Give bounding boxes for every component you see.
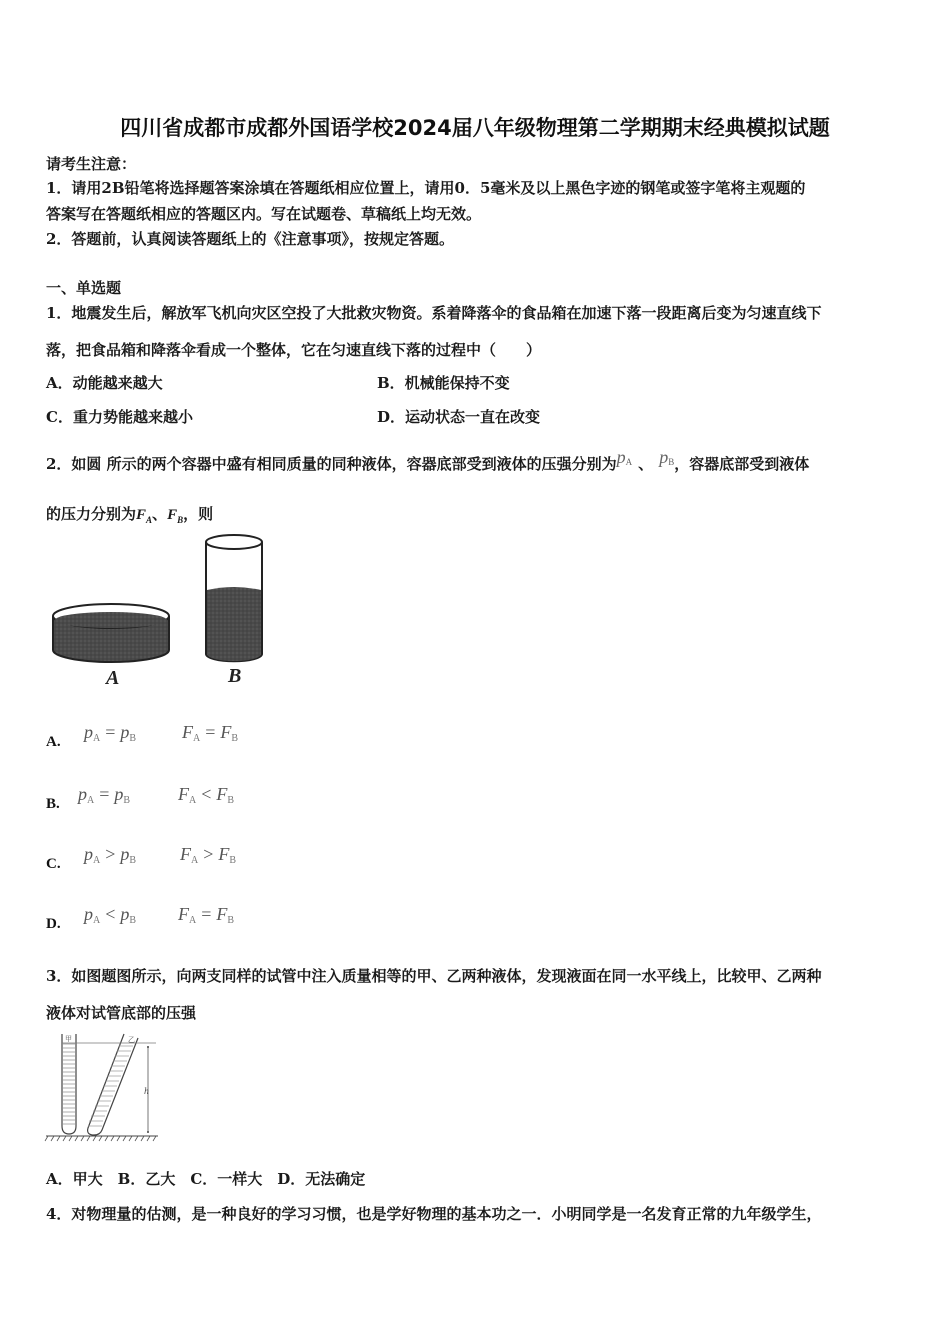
q2-text-pre: 2．如圆 所示的两个容器中盛有相同质量的同种液体，容器底部受到液体的压强分别为: [46, 455, 617, 473]
svg-text:B: B: [228, 665, 242, 687]
q3-test-tubes-figure: [42, 1032, 162, 1142]
notice-line-1: 1．请用2B铅笔将选择题答案涂填在答题纸相应位置上，请用0．5毫米及以上黑色字迹的钢笔或签字笔将主观题的: [46, 179, 806, 197]
q1-stem-line-1: 1．地震发生后，解放军飞机向灾区空投了大批救灾物资。系着降落伞的食品箱在加速下落一段距离后变为匀速直线下: [46, 304, 822, 322]
q2-stem-line-1: [46, 447, 810, 474]
q1-option-b: B．机械能保持不变: [377, 374, 510, 392]
q2-line2-post: ，则: [183, 505, 214, 523]
symbol-fa: $F_A$: [136, 507, 153, 525]
notice-line-2: 答案写在答题纸相应的答题区内。写在试题卷、草稿纸上均无效。: [46, 205, 482, 223]
q1-option-c: C．重力势能越来越小: [46, 408, 193, 426]
separator: 、: [638, 455, 654, 473]
q3-options: A．甲大 B．乙大 C．一样大 D．无法确定: [46, 1170, 366, 1188]
svg-text:甲: 甲: [65, 1035, 72, 1043]
svg-text:乙: 乙: [128, 1036, 135, 1044]
svg-text:h: h: [144, 1087, 150, 1096]
q1-option-d: D．运动状态一直在改变: [377, 408, 541, 426]
q2-stem-line-2: 的压力分别为$F_A$、$F_B$，则: [46, 505, 214, 525]
q1-stem-line-2: 落，把食品箱和降落伞看成一个整体，它在匀速直线下落的过程中（ ）: [46, 341, 542, 359]
notice-heading: 请考生注意：: [46, 155, 137, 173]
notice-line-3: 2．答题前，认真阅读答题纸上的《注意事项》，按规定答题。: [46, 230, 454, 248]
page-title: 四川省成都市成都外国语学校2024届八年级物理第二学期期末经典模拟试题: [120, 116, 830, 140]
q2-line2-pre: 的压力分别为: [46, 505, 137, 523]
section-heading: 一、单选题: [46, 279, 122, 297]
q3-stem-line-2: 液体对试管底部的压强: [46, 1004, 197, 1022]
symbol-pa: $p_A$: [616, 447, 633, 467]
svg-text:A: A: [106, 667, 120, 689]
symbol-pb: $p_B$: [659, 447, 675, 467]
symbol-fb: $F_B$: [167, 507, 184, 525]
q2-text-post: ，容器底部受到液体: [674, 455, 810, 473]
q3-stem-line-1: 3．如图题图所示，向两支同样的试管中注入质量相等的甲、乙两种液体，发现液面在同一水平线上，比较甲、乙两种: [46, 967, 822, 985]
q4-stem-line-1: 4．对物理量的估测，是一种良好的学习习惯，也是学好物理的基本功之一．小明同学是一名发育正常的九年级学生，: [46, 1205, 822, 1223]
q1-option-a: A．动能越来越大: [46, 374, 163, 392]
q2-containers-figure: [48, 532, 278, 692]
